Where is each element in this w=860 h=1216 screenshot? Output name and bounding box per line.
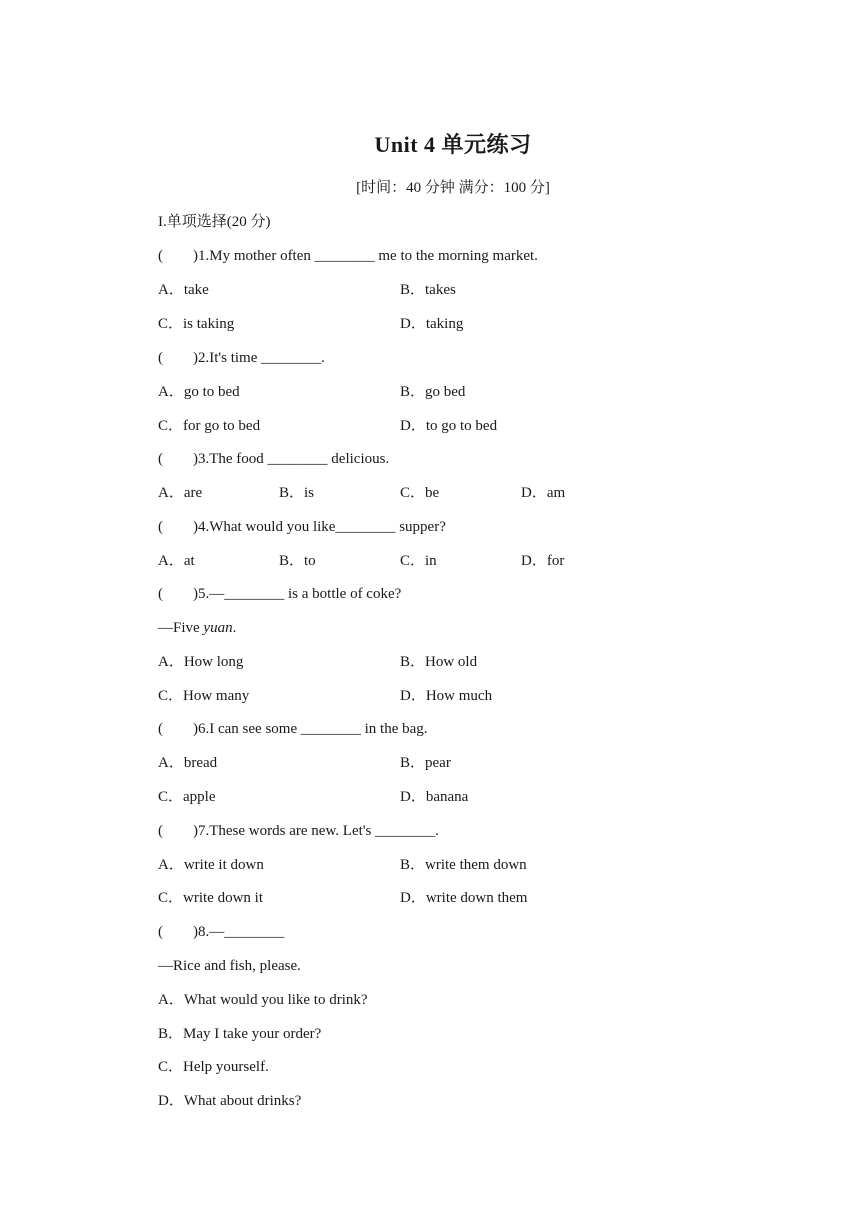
q8-option-d: D．What about drinks? [158, 1093, 302, 1109]
question-5-stem: ( )5.—________ is a bottle of coke? [158, 586, 402, 602]
question-6-stem: ( )6.I can see some ________ in the bag. [158, 721, 428, 737]
q6-option-b: B．pear [400, 755, 451, 771]
page-title: Unit 4 单元练习 [374, 132, 532, 157]
question-2-stem: ( )2.It's time ________. [158, 350, 325, 366]
question-3-stem: ( )3.The food ________ delicious. [158, 451, 390, 467]
time-score-info: [时间：40 分钟 满分：100 分] [356, 180, 550, 196]
reply-currency: yuan [203, 620, 233, 636]
q4-option-b: B．to [279, 553, 316, 569]
reply-suffix: . [232, 620, 237, 636]
q6-option-c: C．apple [158, 789, 216, 805]
q2-option-a: A．go to bed [158, 384, 240, 400]
q6-option-d: D．banana [400, 789, 469, 805]
q6-option-a: A．bread [158, 755, 218, 771]
question-8-reply: —Rice and fish, please. [158, 958, 301, 974]
q7-option-b: B．write them down [400, 857, 527, 873]
q5-option-c: C．How many [158, 688, 250, 704]
q8-option-a: A．What would you like to drink? [158, 992, 368, 1008]
question-5-reply [158, 618, 236, 638]
reply-prefix: —Five [158, 620, 204, 636]
section-heading: I.单项选择(20 分) [158, 214, 271, 230]
q5-option-b: B．How old [400, 654, 478, 670]
q7-option-c: C．write down it [158, 890, 263, 906]
q7-option-d: D．write down them [400, 890, 528, 906]
q2-option-c: C．for go to bed [158, 418, 261, 434]
question-8-stem: ( )8.—________ [158, 924, 285, 940]
q2-option-d: D．to go to bed [400, 418, 498, 434]
q3-option-c: C．be [400, 485, 440, 501]
q3-option-a: A．are [158, 485, 203, 501]
question-1-stem: ( )1.My mother often ________ me to the morning market. [158, 248, 538, 264]
q3-option-b: B．is [279, 485, 315, 501]
q8-option-b: B．May I take your order? [158, 1026, 322, 1042]
q5-option-a: A．How long [158, 654, 244, 670]
q7-option-a: A．write it down [158, 857, 264, 873]
q5-option-d: D．How much [400, 688, 493, 704]
question-4-stem: ( )4.What would you like________ supper? [158, 519, 446, 535]
q1-option-a: A．take [158, 282, 209, 298]
q2-option-b: B．go bed [400, 384, 466, 400]
q4-option-c: C．in [400, 553, 437, 569]
q4-option-a: A．at [158, 553, 195, 569]
q4-option-d: D．for [521, 553, 565, 569]
q1-option-b: B．takes [400, 282, 456, 298]
question-7-stem: ( )7.These words are new. Let's ________. [158, 823, 439, 839]
q8-option-c: C．Help yourself. [158, 1059, 269, 1075]
q3-option-d: D．am [521, 485, 566, 501]
q1-option-d: D．taking [400, 316, 464, 332]
q1-option-c: C．is taking [158, 316, 235, 332]
